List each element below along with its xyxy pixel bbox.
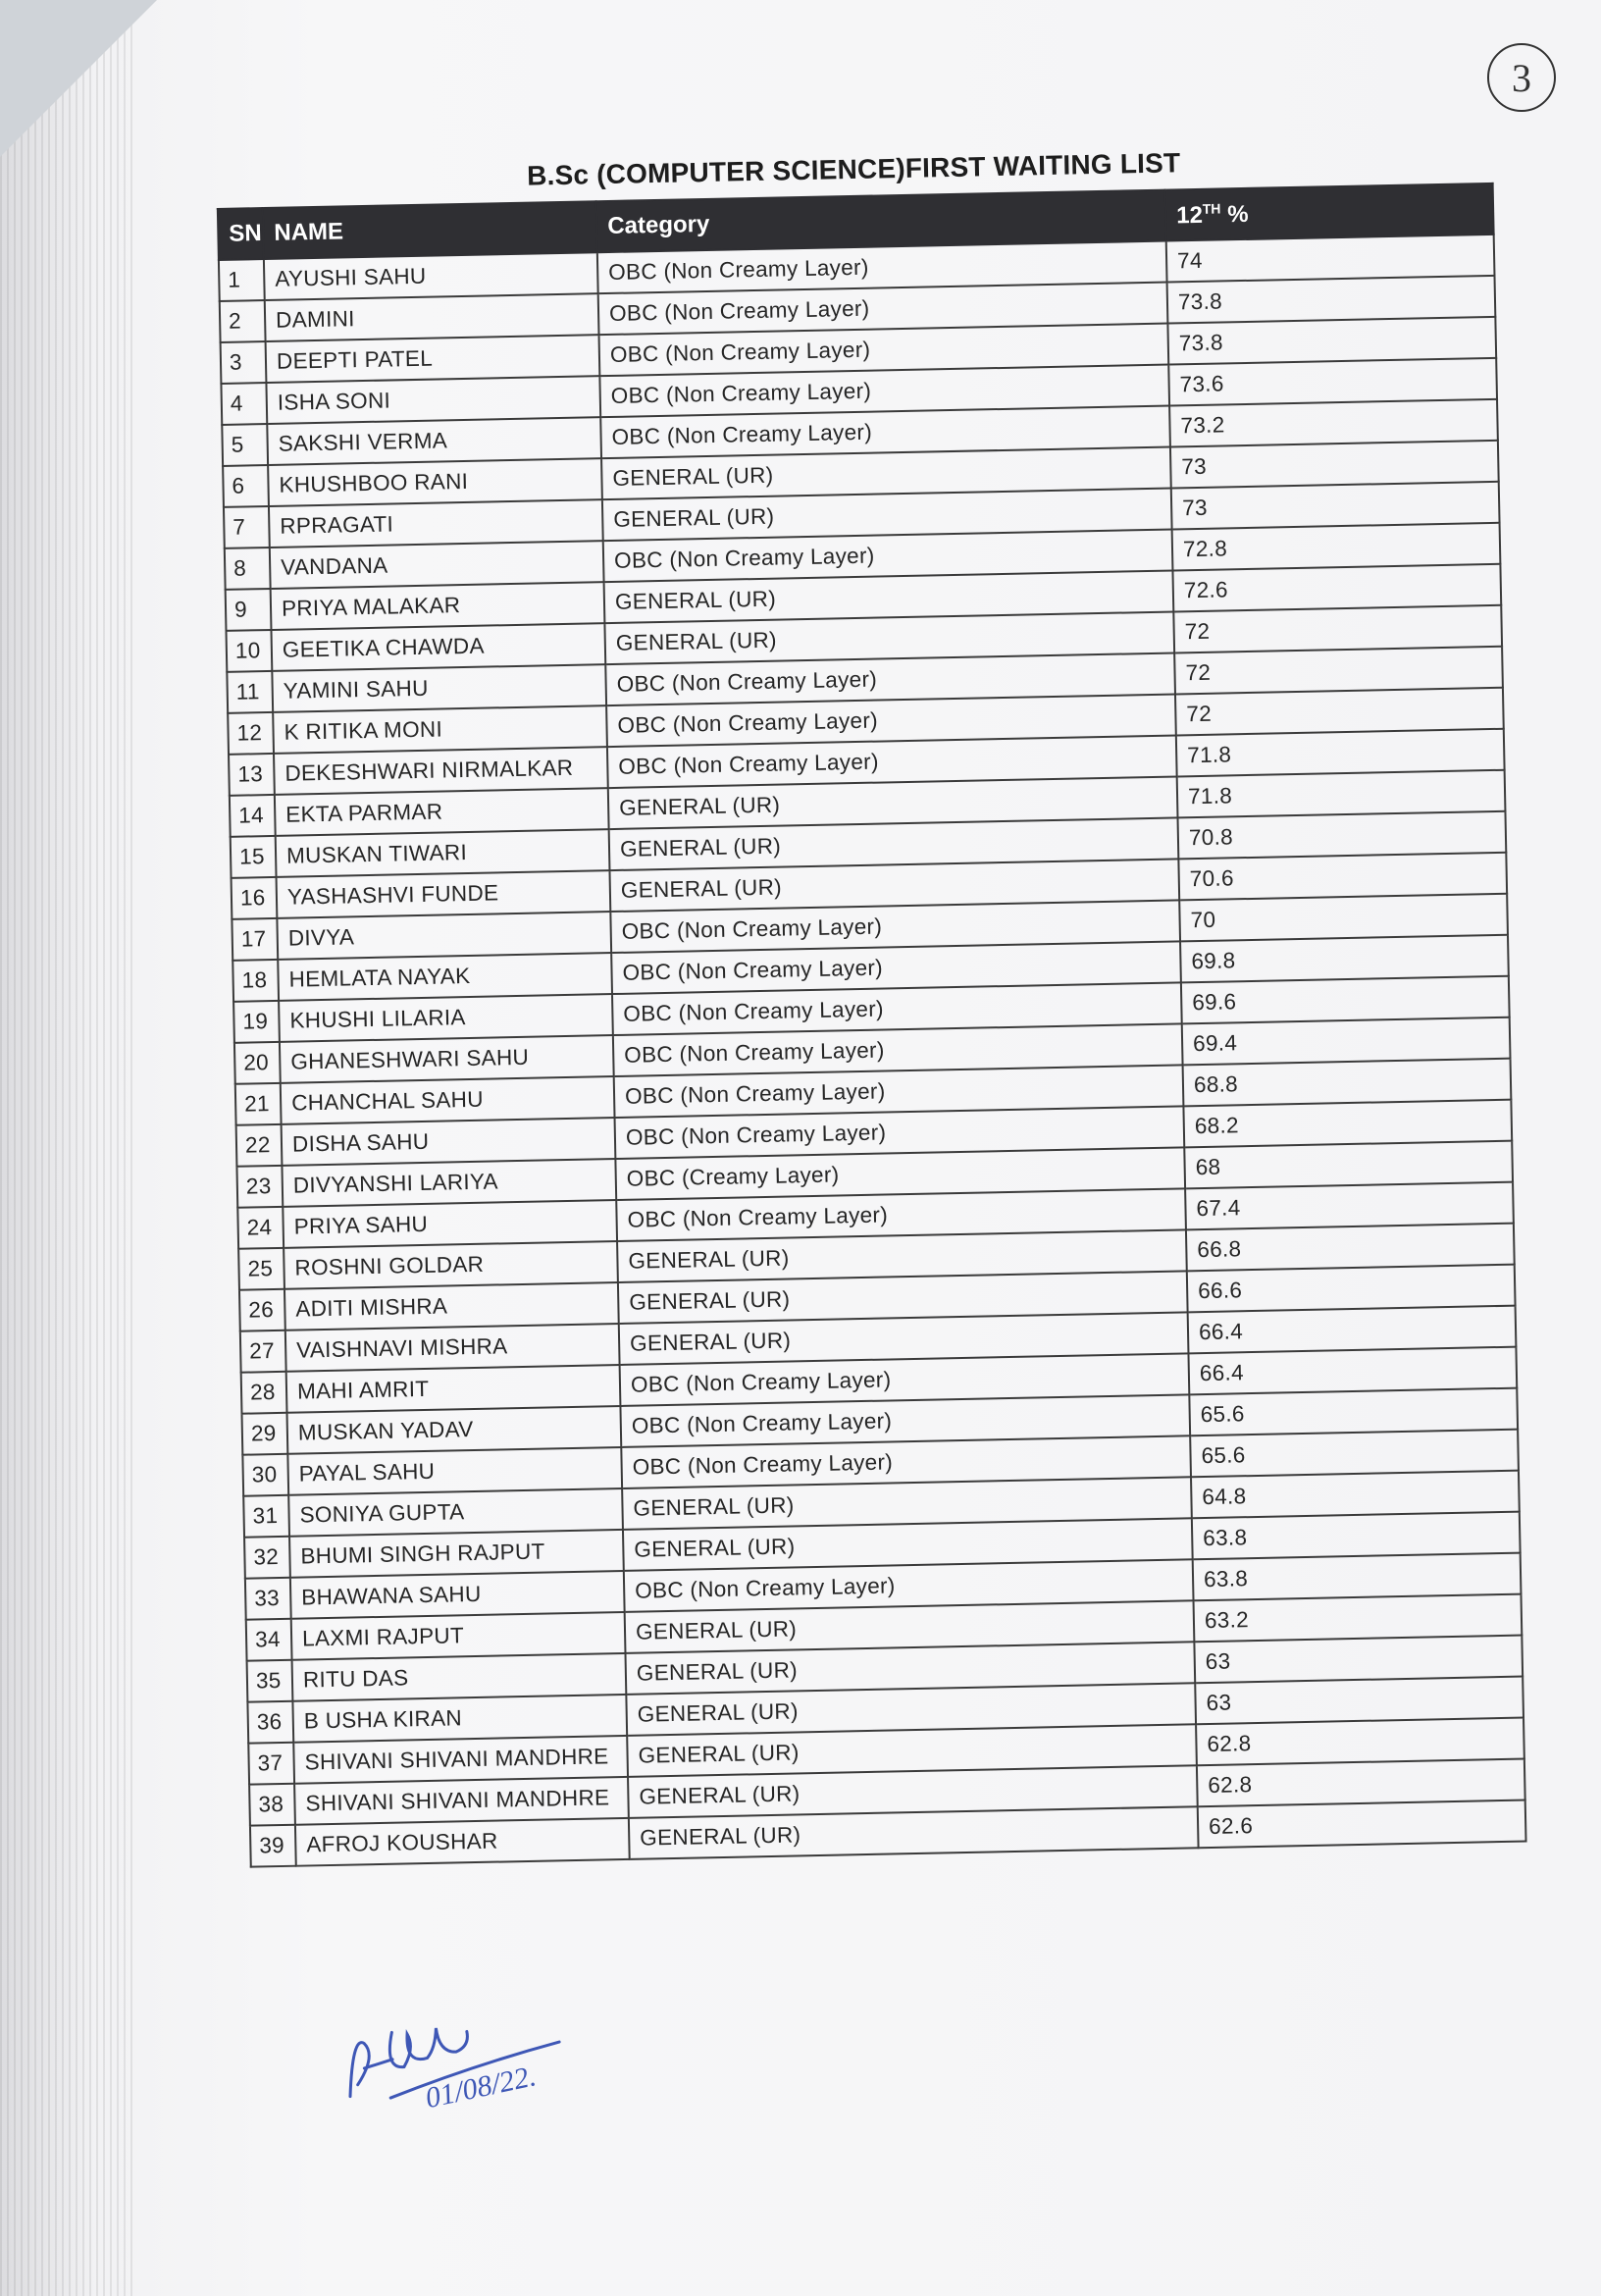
percentage-cell: 73 bbox=[1171, 482, 1500, 530]
percentage-cell: 73.8 bbox=[1167, 317, 1496, 365]
percentage-cell: 73.8 bbox=[1167, 276, 1496, 324]
header-name: NAME bbox=[263, 201, 597, 259]
category-cell: GENERAL (UR) bbox=[619, 1312, 1189, 1365]
name-cell: MAHI AMRIT bbox=[286, 1365, 621, 1413]
category-cell: OBC (Non Creamy Layer) bbox=[610, 900, 1180, 953]
sn-cell: 28 bbox=[241, 1372, 287, 1414]
name-cell: SHIVANI SHIVANI MANDHRE bbox=[293, 1736, 628, 1784]
name-cell: K RITIKA MONI bbox=[273, 705, 607, 754]
category-cell: OBC (Non Creamy Layer) bbox=[598, 283, 1168, 336]
name-cell: SAKSHI VERMA bbox=[267, 417, 601, 465]
sn-cell: 8 bbox=[225, 548, 271, 590]
sn-cell: 29 bbox=[242, 1413, 288, 1455]
sn-cell: 13 bbox=[229, 754, 275, 796]
name-cell: DAMINI bbox=[265, 293, 599, 341]
sn-cell: 32 bbox=[244, 1537, 290, 1579]
category-cell: OBC (Non Creamy Layer) bbox=[620, 1394, 1190, 1447]
name-cell: MUSKAN YADAV bbox=[286, 1406, 621, 1454]
name-cell: BHAWANA SAHU bbox=[290, 1571, 625, 1619]
category-cell: GENERAL (UR) bbox=[623, 1518, 1193, 1571]
category-cell: GENERAL (UR) bbox=[625, 1642, 1195, 1695]
signature-initials: ABhatia bbox=[314, 2022, 319, 2025]
name-cell: AFROJ KOUSHAR bbox=[295, 1818, 630, 1866]
name-cell: PAYAL SAHU bbox=[287, 1447, 622, 1495]
category-cell: OBC (Non Creamy Layer) bbox=[599, 365, 1169, 418]
name-cell: RPRAGATI bbox=[269, 499, 603, 548]
category-cell: GENERAL (UR) bbox=[625, 1600, 1195, 1653]
sn-cell: 1 bbox=[219, 259, 265, 301]
name-cell: VANDANA bbox=[270, 541, 604, 589]
name-cell: DEKESHWARI NIRMALKAR bbox=[274, 747, 608, 795]
sn-cell: 36 bbox=[247, 1701, 293, 1744]
name-cell: LAXMI RAJPUT bbox=[291, 1612, 626, 1660]
category-cell: GENERAL (UR) bbox=[628, 1765, 1198, 1818]
sn-cell: 3 bbox=[221, 341, 267, 384]
percentage-cell: 72.6 bbox=[1172, 564, 1501, 612]
name-cell: GEETIKA CHAWDA bbox=[271, 623, 605, 671]
name-cell: PRIYA MALAKAR bbox=[271, 582, 605, 630]
category-cell: GENERAL (UR) bbox=[629, 1806, 1199, 1859]
sn-cell: 7 bbox=[224, 506, 270, 548]
name-cell: RITU DAS bbox=[292, 1653, 627, 1701]
sn-cell: 21 bbox=[235, 1083, 282, 1125]
name-cell: VAISHNAVI MISHRA bbox=[285, 1324, 620, 1372]
category-cell: GENERAL (UR) bbox=[608, 776, 1178, 829]
category-cell: GENERAL (UR) bbox=[622, 1477, 1192, 1530]
percentage-cell: 74 bbox=[1166, 235, 1495, 283]
percentage-cell: 68.2 bbox=[1183, 1100, 1512, 1148]
category-cell: GENERAL (UR) bbox=[627, 1724, 1197, 1777]
name-cell: EKTA PARMAR bbox=[275, 788, 609, 836]
name-cell: ADITI MISHRA bbox=[284, 1282, 619, 1331]
name-cell: GHANESHWARI SAHU bbox=[280, 1035, 614, 1083]
sn-cell: 25 bbox=[238, 1248, 284, 1290]
percentage-cell: 66.8 bbox=[1186, 1224, 1515, 1272]
percentage-cell: 63.2 bbox=[1194, 1594, 1523, 1643]
sn-cell: 35 bbox=[247, 1660, 293, 1702]
percentage-cell: 63 bbox=[1194, 1636, 1523, 1684]
page-number: 3 bbox=[1512, 55, 1531, 100]
percentage-cell: 62.8 bbox=[1197, 1759, 1525, 1807]
sn-cell: 15 bbox=[231, 836, 277, 878]
name-cell: YASHASHVI FUNDE bbox=[277, 870, 611, 918]
category-cell: GENERAL (UR) bbox=[618, 1271, 1188, 1324]
sn-cell: 14 bbox=[230, 795, 276, 837]
percentage-cell: 72 bbox=[1173, 605, 1502, 653]
percentage-cell: 63.8 bbox=[1192, 1512, 1521, 1560]
name-cell: CHANCHAL SAHU bbox=[281, 1076, 615, 1124]
percentage-cell: 72.8 bbox=[1172, 523, 1501, 571]
category-cell: OBC (Non Creamy Layer) bbox=[607, 735, 1177, 788]
sn-cell: 37 bbox=[248, 1743, 294, 1785]
sn-cell: 23 bbox=[236, 1166, 283, 1208]
percentage-cell: 66.4 bbox=[1188, 1347, 1517, 1395]
category-cell: OBC (Non Creamy Layer) bbox=[597, 241, 1167, 294]
sn-cell: 9 bbox=[226, 589, 272, 631]
category-cell: GENERAL (UR) bbox=[617, 1229, 1187, 1282]
sn-cell: 39 bbox=[250, 1825, 296, 1867]
category-cell: OBC (Non Creamy Layer) bbox=[616, 1188, 1186, 1241]
name-cell: BHUMI SINGH RAJPUT bbox=[289, 1530, 624, 1578]
scan-edge-noise bbox=[0, 0, 137, 2296]
category-cell: OBC (Non Creamy Layer) bbox=[612, 982, 1182, 1035]
category-cell: OBC (Non Creamy Layer) bbox=[605, 652, 1175, 705]
sn-cell: 17 bbox=[232, 918, 278, 961]
category-cell: GENERAL (UR) bbox=[604, 571, 1174, 624]
percentage-cell: 73 bbox=[1170, 441, 1499, 489]
percentage-cell: 67.4 bbox=[1185, 1182, 1514, 1230]
name-cell: ISHA SONI bbox=[266, 376, 600, 424]
percentage-cell: 69.6 bbox=[1181, 976, 1510, 1024]
percentage-cell: 72 bbox=[1174, 647, 1503, 695]
category-cell: OBC (Non Creamy Layer) bbox=[611, 941, 1181, 994]
category-cell: OBC (Non Creamy Layer) bbox=[624, 1559, 1194, 1612]
category-cell: OBC (Non Creamy Layer) bbox=[599, 324, 1169, 377]
sn-cell: 18 bbox=[232, 960, 279, 1002]
category-cell: GENERAL (UR) bbox=[604, 611, 1174, 664]
header-pct-base: 12 bbox=[1175, 201, 1204, 229]
sn-cell: 12 bbox=[228, 712, 274, 755]
name-cell: SONIYA GUPTA bbox=[288, 1488, 623, 1537]
sn-cell: 31 bbox=[243, 1495, 289, 1538]
category-cell: OBC (Non Creamy Layer) bbox=[613, 1023, 1183, 1076]
category-cell: OBC (Non Creamy Layer) bbox=[615, 1106, 1185, 1159]
table-body bbox=[219, 235, 1526, 1867]
page-number-circle bbox=[1487, 43, 1556, 112]
percentage-cell: 66.6 bbox=[1187, 1265, 1516, 1313]
name-cell: KHUSHI LILARIA bbox=[279, 994, 613, 1042]
percentage-cell: 68.8 bbox=[1183, 1059, 1512, 1107]
name-cell: AYUSHI SAHU bbox=[264, 252, 598, 300]
percentage-cell: 70.8 bbox=[1178, 811, 1507, 860]
percentage-cell: 71.8 bbox=[1177, 770, 1506, 818]
name-cell: DIVYA bbox=[277, 912, 611, 960]
percentage-cell: 68 bbox=[1184, 1141, 1513, 1189]
name-cell: DISHA SAHU bbox=[282, 1118, 616, 1166]
sn-cell: 19 bbox=[233, 1001, 280, 1043]
percentage-cell: 69.4 bbox=[1182, 1018, 1511, 1066]
category-cell: OBC (Creamy Layer) bbox=[615, 1147, 1185, 1200]
sn-cell: 20 bbox=[234, 1042, 281, 1084]
category-cell: GENERAL (UR) bbox=[602, 489, 1172, 542]
sn-cell: 2 bbox=[220, 300, 266, 342]
sn-cell: 34 bbox=[246, 1619, 292, 1661]
sn-cell: 10 bbox=[226, 630, 272, 672]
sn-cell: 22 bbox=[236, 1124, 283, 1167]
waiting-list-document bbox=[216, 141, 1525, 1868]
percentage-cell: 63 bbox=[1195, 1677, 1524, 1725]
waiting-list-table bbox=[217, 183, 1527, 1868]
percentage-cell: 65.6 bbox=[1189, 1388, 1518, 1436]
header-category: Category bbox=[596, 190, 1166, 253]
name-cell: YAMINI SAHU bbox=[272, 664, 606, 712]
percentage-cell: 73.2 bbox=[1169, 399, 1498, 447]
percentage-cell: 70.6 bbox=[1178, 853, 1507, 901]
header-pct-tail: % bbox=[1220, 200, 1249, 228]
percentage-cell: 66.4 bbox=[1188, 1306, 1517, 1354]
sn-cell: 24 bbox=[237, 1207, 284, 1249]
name-cell: ROSHNI GOLDAR bbox=[284, 1241, 618, 1289]
percentage-cell: 65.6 bbox=[1190, 1430, 1519, 1478]
percentage-cell: 70 bbox=[1179, 894, 1508, 942]
sn-cell: 4 bbox=[221, 383, 267, 425]
percentage-cell: 73.6 bbox=[1168, 358, 1497, 406]
category-cell: OBC (Non Creamy Layer) bbox=[620, 1353, 1190, 1406]
sn-cell: 26 bbox=[239, 1289, 285, 1331]
category-cell: GENERAL (UR) bbox=[609, 817, 1179, 870]
category-cell: OBC (Non Creamy Layer) bbox=[621, 1435, 1191, 1488]
percentage-cell: 63.8 bbox=[1193, 1553, 1522, 1601]
name-cell: B USHA KIRAN bbox=[292, 1695, 627, 1743]
sn-cell: 6 bbox=[223, 465, 269, 507]
sn-cell: 5 bbox=[222, 424, 268, 466]
name-cell: SHIVANI SHIVANI MANDHRE bbox=[294, 1777, 629, 1825]
percentage-cell: 64.8 bbox=[1191, 1471, 1520, 1519]
percentage-cell: 72 bbox=[1175, 688, 1504, 736]
sn-cell: 38 bbox=[249, 1784, 295, 1826]
category-cell: GENERAL (UR) bbox=[609, 859, 1179, 912]
percentage-cell: 69.8 bbox=[1180, 935, 1509, 983]
name-cell: DEEPTI PATEL bbox=[266, 335, 600, 383]
sn-cell: 16 bbox=[232, 877, 278, 919]
header-pct-sup: TH bbox=[1202, 199, 1221, 217]
category-cell: OBC (Non Creamy Layer) bbox=[606, 694, 1176, 747]
percentage-cell: 71.8 bbox=[1176, 729, 1505, 777]
header-percentage bbox=[1165, 183, 1494, 241]
name-cell: DIVYANSHI LARIYA bbox=[282, 1159, 616, 1207]
document-title: B.Sc (COMPUTER SCIENCE)FIRST WAITING LIST bbox=[526, 147, 1181, 191]
header-sn: SN bbox=[218, 208, 264, 260]
signature-date: 01/08/22. bbox=[422, 2060, 540, 2115]
category-cell: OBC (Non Creamy Layer) bbox=[603, 530, 1173, 583]
category-cell: GENERAL (UR) bbox=[601, 447, 1171, 500]
name-cell: HEMLATA NAYAK bbox=[278, 953, 612, 1001]
folded-corner bbox=[0, 0, 157, 157]
name-cell: KHUSHBOO RANI bbox=[268, 458, 602, 506]
name-cell: MUSKAN TIWARI bbox=[276, 829, 610, 877]
sn-cell: 11 bbox=[227, 671, 273, 713]
category-cell: OBC (Non Creamy Layer) bbox=[614, 1065, 1184, 1118]
name-cell: PRIYA SAHU bbox=[283, 1200, 617, 1248]
category-cell: OBC (Non Creamy Layer) bbox=[600, 406, 1170, 459]
sn-cell: 33 bbox=[245, 1578, 291, 1620]
sn-cell: 27 bbox=[240, 1331, 286, 1373]
signature bbox=[315, 1962, 627, 2139]
category-cell: GENERAL (UR) bbox=[626, 1683, 1196, 1736]
sn-cell: 30 bbox=[242, 1454, 288, 1496]
percentage-cell: 62.6 bbox=[1198, 1800, 1526, 1849]
percentage-cell: 62.8 bbox=[1196, 1718, 1524, 1766]
